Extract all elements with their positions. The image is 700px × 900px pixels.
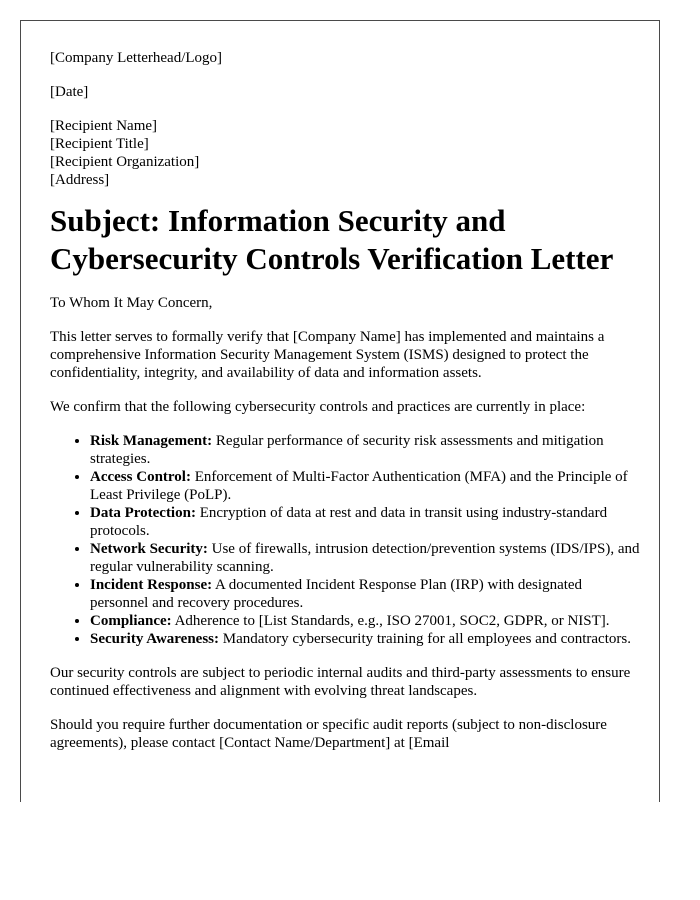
recipient-block xyxy=(50,117,640,189)
control-term: Compliance: xyxy=(90,613,172,629)
control-term: Data Protection: xyxy=(90,505,196,521)
control-text: A documented Incident Response Plan (IRP) with designated personnel and recovery procedures. xyxy=(90,577,583,611)
control-text: Mandatory cybersecurity training for all employees and contractors. xyxy=(219,631,631,647)
list-item xyxy=(90,432,640,468)
list-item xyxy=(90,576,640,612)
contact-paragraph: Should you require further documentation or specific audit reports (subject to non-disclosure agreements), please contact [Contact Name/Department] at [Email xyxy=(50,717,607,751)
subject-heading: Subject: Information Security and Cybersecurity Controls Verification Letter xyxy=(50,203,614,276)
controls-list xyxy=(50,432,640,648)
control-text: Enforcement of Multi-Factor Authentication (MFA) and the Principle of Least Privilege (PoLP). xyxy=(90,469,628,503)
recipient-address: [Address] xyxy=(50,172,110,188)
salutation: To Whom It May Concern, xyxy=(50,295,213,311)
letter-date: [Date] xyxy=(50,84,89,100)
control-text: Encryption of data at rest and data in transit using industry-standard protocols. xyxy=(90,505,608,539)
control-text: Use of firewalls, intrusion detection/prevention systems (IDS/IPS), and regular vulnerability scanning. xyxy=(90,541,640,575)
list-item xyxy=(90,630,640,648)
letterhead: [Company Letterhead/Logo] xyxy=(50,50,223,66)
control-term: Security Awareness: xyxy=(90,631,220,647)
intro-paragraph: This letter serves to formally verify that [Company Name] has implemented and maintains a comprehensive Information Security Management System (ISMS) designed to protect the confidentiality, integrity, and availability of data and information assets. xyxy=(50,329,605,381)
recipient-name: [Recipient Name] xyxy=(50,118,158,134)
recipient-organization: [Recipient Organization] xyxy=(50,154,200,170)
audits-paragraph: Our security controls are subject to periodic internal audits and third-party assessments to ensure continued effectiveness and alignment with evolving threat landscapes. xyxy=(50,665,631,699)
control-term: Access Control: xyxy=(90,469,191,485)
list-item xyxy=(90,540,640,576)
control-term: Risk Management: xyxy=(90,433,213,449)
recipient-title: [Recipient Title] xyxy=(50,136,149,152)
list-item xyxy=(90,504,640,540)
letter-page xyxy=(20,20,660,802)
control-text: Regular performance of security risk assessments and mitigation strategies. xyxy=(90,433,604,467)
control-term: Network Security: xyxy=(90,541,208,557)
list-item xyxy=(90,612,640,630)
confirm-paragraph: We confirm that the following cybersecurity controls and practices are currently in place: xyxy=(50,399,586,415)
list-item xyxy=(90,468,640,504)
control-term: Incident Response: xyxy=(90,577,213,593)
control-text: Adherence to [List Standards, e.g., ISO 27001, SOC2, GDPR, or NIST]. xyxy=(171,613,610,629)
letter-content xyxy=(50,49,640,752)
